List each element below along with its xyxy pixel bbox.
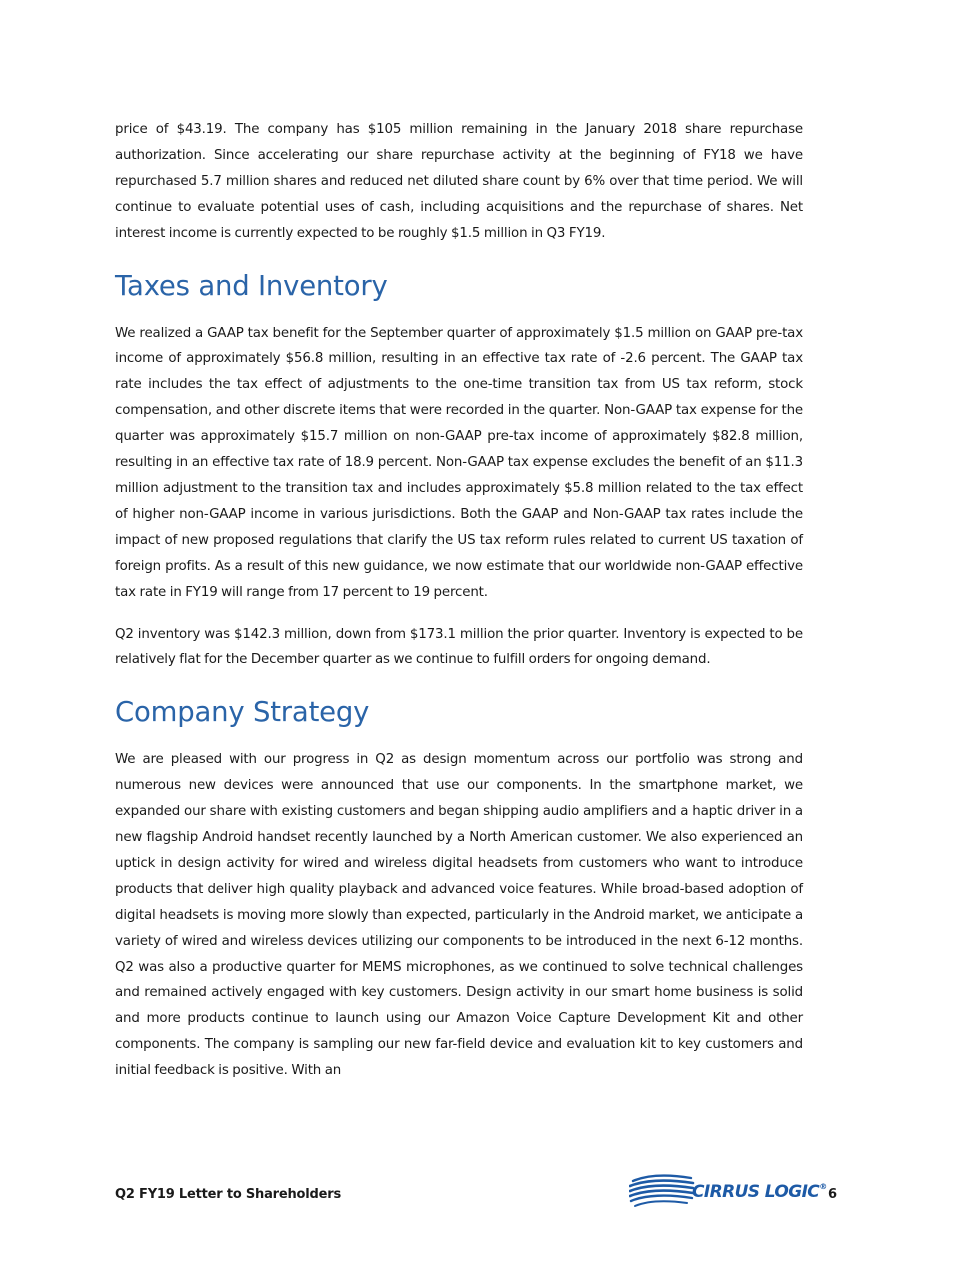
section-heading-strategy: Company Strategy — [115, 696, 370, 729]
section-heading-taxes: Taxes and Inventory — [115, 269, 388, 302]
inventory-paragraph: Q2 inventory was $142.3 million, down from $173.1 million the prior quarter. Inventory is expected to be relatively flat for the December quarter as we continue to fulfill orders for ongoing demand. — [115, 626, 803, 668]
cirrus-logic-swoosh-icon — [629, 1172, 695, 1212]
page-footer — [115, 1172, 837, 1222]
logo-wordmark: CIRRUS LOGIC® — [692, 1182, 827, 1202]
strategy-paragraph: We are pleased with our progress in Q2 as design momentum across our portfolio was strong and numerous new devices were announced that use our components. In the smartphone market, we expanded our share with existing customers and began shipping audio amplifiers and a haptic driver in a new flagship Android handset recently launched by a North American customer. We also experienced an uptick in design activity for wired and wireless digital headsets from customers who want to introduce products that deliver high quality playback and advanced voice features. While broad-based adoption of digital headsets is moving more slowly than expected, particularly in the Android market, we anticipate a variety of wired and wireless devices utilizing our components to be introduced in the next 6-12 months. Q2 was also a productive quarter for MEMS microphones, as we continued to solve technical challenges and remained actively engaged with key customers. Design activity in our smart home business is solid and more products continue to launch using our Amazon Voice Capture Development Kit and other components. The company is sampling our new far-field device and evaluation kit to key customers and initial feedback is positive. With an — [115, 752, 803, 1079]
intro-paragraph: price of $43.19. The company has $105 million remaining in the January 2018 share repurchase authorization. Since accelerating our share repurchase activity at the beginning of FY18 we have repurchased 5.7 million shares and reduced net diluted share count by 6% over that time period. We will continue to evaluate potential uses of cash, including acquisitions and the repurchase of shares. Net interest income is currently expected to be roughly $1.5 million in Q3 FY19. — [115, 122, 803, 241]
page-number: 6 — [827, 1187, 837, 1202]
footer-title: Q2 FY19 Letter to Shareholders — [115, 1187, 342, 1202]
document-body — [115, 117, 803, 1084]
taxes-paragraph: We realized a GAAP tax benefit for the September quarter of approximately $1.5 million on GAAP pre-tax income of approximately $56.8 million, resulting in an effective tax rate of -2.6 percent. The GAAP tax rate includes the tax effect of adjustments to the one-time transition tax from US tax reform, stock compensation, and other discrete items that were recorded in the quarter. Non-GAAP tax expense for the quarter was approximately $15.7 million on non-GAAP pre-tax income of approximately $82.8 million, resulting in an effective tax rate of 18.9 percent. Non-GAAP tax expense excludes the benefit of an $11.3 million adjustment to the transition tax and includes approximately $5.8 million related to the tax effect of higher non-GAAP income in various jurisdictions. Both the GAAP and Non-GAAP tax rates include the impact of new proposed regulations that clarify the US tax reform rules related to current US taxation of foreign profits. As a result of this new guidance, we now estimate that our worldwide non-GAAP effective tax rate in FY19 will range from 17 percent to 19 percent. — [115, 325, 803, 600]
cirrus-logic-logo — [629, 1172, 827, 1212]
